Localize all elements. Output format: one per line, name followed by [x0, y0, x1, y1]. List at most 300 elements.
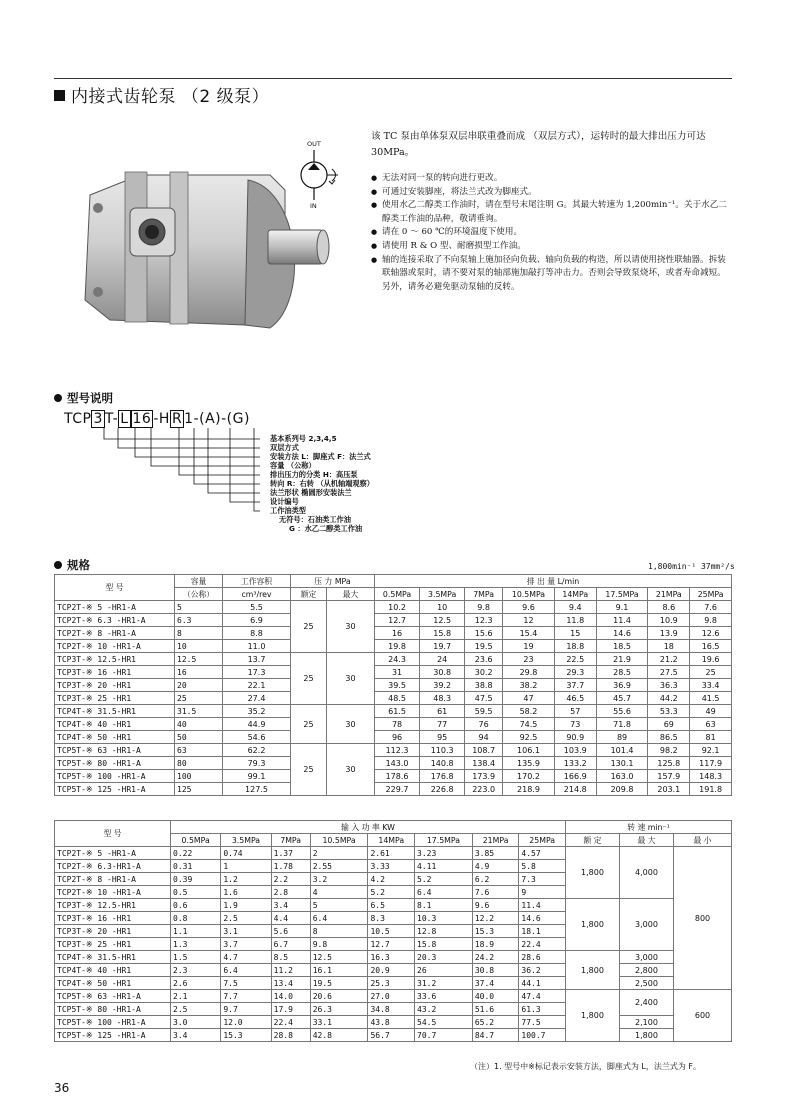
feature-item: ● 使用水乙二醇类工作油时，请在型号末尾注明 G。其最大转速为 1,200min⁻¹。关于水乙二醇类工作油的品种，敬请垂询。 [371, 199, 733, 226]
header-pressure-value: 14MPa [554, 588, 596, 601]
cell-max-speed: 4,000 [620, 847, 674, 899]
header-pressure-value: 21MPa [648, 588, 690, 601]
cell-power: 2.5 [221, 912, 271, 925]
cell-flow: 130.1 [596, 757, 648, 770]
table-row [55, 692, 732, 705]
cell-flow: 39.5 [375, 679, 420, 692]
cell-flow: 16 [375, 627, 420, 640]
cell-flow: 191.8 [690, 783, 732, 796]
cell-power: 7.6 [472, 886, 519, 899]
cell-flow: 39.2 [420, 679, 465, 692]
cell-power: 0.31 [171, 860, 221, 873]
annotation: 法兰形状 椭圆形安装法兰 [270, 488, 352, 497]
cell-rated-pressure: 25 [291, 705, 327, 744]
cell-flow: 133.2 [554, 757, 596, 770]
cell-flow: 27.5 [648, 666, 690, 679]
cell-power: 22.4 [271, 1016, 310, 1029]
cell-power: 4.7 [221, 951, 271, 964]
pump-photo [70, 150, 332, 350]
cell-flow: 48.5 [375, 692, 420, 705]
cell-power: 3.2 [310, 873, 368, 886]
annotation: 双层方式 [270, 443, 299, 452]
cell-flow: 92.5 [503, 731, 555, 744]
table-row [55, 640, 732, 653]
cell-model: TCP2T-※ 5 -HR1-A [55, 601, 175, 614]
cell-power: 3.1 [221, 925, 271, 938]
cell-power: 2.3 [171, 964, 221, 977]
cell-flow: 125.8 [648, 757, 690, 770]
cell-power: 51.6 [472, 1003, 519, 1016]
cell-power: 0.22 [171, 847, 221, 860]
cell-capacity: 25 [175, 692, 223, 705]
header-max: 最 大 [620, 834, 674, 847]
cell-model: TCP4T-※ 40 -HR1 [55, 964, 171, 977]
cell-flow: 23 [503, 653, 555, 666]
cell-flow: 14.6 [596, 627, 648, 640]
cell-model: TCP5T-※ 100 -HR1-A [55, 770, 175, 783]
cell-flow: 90.9 [554, 731, 596, 744]
cell-flow: 214.8 [554, 783, 596, 796]
cell-flow: 10.2 [375, 601, 420, 614]
cell-power: 10.3 [415, 912, 473, 925]
cell-power: 8.1 [415, 899, 473, 912]
code-box: R [171, 411, 183, 427]
cell-power: 4 [310, 886, 368, 899]
bullet-icon [54, 394, 62, 402]
table-row [55, 679, 732, 692]
cell-flow: 176.8 [420, 770, 465, 783]
cell-power: 61.3 [519, 1003, 566, 1016]
cell-power: 3.4 [271, 899, 310, 912]
cell-power: 13.4 [271, 977, 310, 990]
cell-capacity: 5 [175, 601, 223, 614]
cell-flow: 24 [420, 653, 465, 666]
cell-min-speed: 600 [674, 990, 732, 1042]
cell-power: 56.7 [368, 1029, 415, 1042]
cell-displacement: 13.7 [223, 653, 291, 666]
cell-flow: 166.9 [554, 770, 596, 783]
header-pressure-value: 25MPa [519, 834, 566, 847]
spec-heading-text: 规格 [67, 558, 90, 572]
cell-flow: 46.5 [554, 692, 596, 705]
cell-model: TCP2T-※ 6.3 -HR1-A [55, 614, 175, 627]
cell-flow: 41.5 [690, 692, 732, 705]
cell-flow: 77 [420, 718, 465, 731]
table-row [55, 899, 732, 912]
header-pressure-value: 7MPa [271, 834, 310, 847]
cell-power: 8.3 [368, 912, 415, 925]
cell-power: 8 [310, 925, 368, 938]
header-flow: 排 出 量 L/min [375, 575, 732, 588]
cell-flow: 63 [690, 718, 732, 731]
cell-flow: 135.9 [503, 757, 555, 770]
header-row [55, 575, 732, 588]
cell-capacity: 125 [175, 783, 223, 796]
cell-flow: 47 [503, 692, 555, 705]
cell-power: 14.0 [271, 990, 310, 1003]
cell-power: 18.1 [519, 925, 566, 938]
cell-flow: 19.8 [375, 640, 420, 653]
cell-flow: 47.5 [465, 692, 503, 705]
cell-power: 33.6 [415, 990, 473, 1003]
symbol-in-label: IN [310, 202, 317, 210]
cell-power: 4.9 [472, 860, 519, 873]
header-capacity-unit: （公称） [175, 588, 223, 601]
cell-model: TCP2T-※ 8 -HR1-A [55, 627, 175, 640]
cell-flow: 73 [554, 718, 596, 731]
cell-power: 1.6 [221, 886, 271, 899]
annotation: 排出压力的分类 H：高压泵 [270, 470, 358, 479]
cell-max-pressure: 30 [327, 744, 375, 796]
annotation: 安装方法 L：脚座式 F：法兰式 [270, 452, 371, 461]
header-pressure-value: 10.5MPa [503, 588, 555, 601]
cell-power: 3.7 [221, 938, 271, 951]
model-code-leader-lines [90, 428, 270, 528]
cell-flow: 53.3 [648, 705, 690, 718]
cell-flow: 94 [465, 731, 503, 744]
cell-flow: 173.9 [465, 770, 503, 783]
header-max: 最大 [327, 588, 375, 601]
cell-flow: 61 [420, 705, 465, 718]
cell-power: 2.8 [271, 886, 310, 899]
cell-power: 9.7 [221, 1003, 271, 1016]
cell-flow: 209.8 [596, 783, 648, 796]
cell-max-speed: 2,500 [620, 977, 674, 990]
cell-capacity: 10 [175, 640, 223, 653]
cell-power: 30.8 [472, 964, 519, 977]
header-speed: 转 速 min⁻¹ [566, 821, 732, 834]
footnote: （注）1. 型号中※标记表示安装方法，脚座式为 L，法兰式为 F。 [470, 1062, 702, 1071]
model-section-heading [54, 390, 113, 406]
cell-flow: 226.8 [420, 783, 465, 796]
cell-flow: 37.7 [554, 679, 596, 692]
cell-power: 3.85 [472, 847, 519, 860]
cell-displacement: 11.0 [223, 640, 291, 653]
table-row [55, 666, 732, 679]
cell-flow: 9.4 [554, 601, 596, 614]
cell-power: 31.2 [415, 977, 473, 990]
cell-power: 0.74 [221, 847, 271, 860]
cell-rated-speed: 1,800 [566, 847, 620, 899]
cell-power: 12.7 [368, 938, 415, 951]
code-part: TCP [64, 411, 92, 427]
table-row [55, 951, 732, 964]
cell-power: 2.61 [368, 847, 415, 860]
cell-power: 2.1 [171, 990, 221, 1003]
table-row [55, 601, 732, 614]
cell-flow: 69 [648, 718, 690, 731]
cell-power: 3.4 [171, 1029, 221, 1042]
spec-section-heading [54, 557, 90, 573]
cell-flow: 12.5 [420, 614, 465, 627]
annotation: 无符号：石油类工作油 [279, 515, 351, 524]
code-box: 3 [93, 411, 103, 427]
cell-flow: 78 [375, 718, 420, 731]
cell-flow: 29.3 [554, 666, 596, 679]
cell-model: TCP5T-※ 125 -HR1-A [55, 783, 175, 796]
cell-flow: 10 [420, 601, 465, 614]
header-pressure-value: 0.5MPa [375, 588, 420, 601]
cell-flow: 98.2 [648, 744, 690, 757]
cell-flow: 16.5 [690, 640, 732, 653]
cell-model: TCP4T-※ 50 -HR1 [55, 731, 175, 744]
cell-flow: 143.0 [375, 757, 420, 770]
cell-displacement: 35.2 [223, 705, 291, 718]
cell-flow: 8.6 [648, 601, 690, 614]
header-model: 型 号 [55, 575, 175, 601]
cell-capacity: 100 [175, 770, 223, 783]
cell-model: TCP2T-※ 8 -HR1-A [55, 873, 171, 886]
cell-power: 9 [519, 886, 566, 899]
table-row [55, 964, 732, 977]
cell-model: TCP3T-※ 20 -HR1 [55, 679, 175, 692]
cell-power: 4.2 [368, 873, 415, 886]
cell-power: 19.5 [310, 977, 368, 990]
cell-displacement: 8.8 [223, 627, 291, 640]
cell-power: 70.7 [415, 1029, 473, 1042]
code-part: -H [153, 411, 170, 427]
cell-flow: 178.6 [375, 770, 420, 783]
cell-displacement: 127.5 [223, 783, 291, 796]
annotation: 工作油类型 [270, 506, 306, 515]
cell-capacity: 31.5 [175, 705, 223, 718]
cell-power: 43.2 [415, 1003, 473, 1016]
cell-flow: 23.6 [465, 653, 503, 666]
cell-power: 4.4 [271, 912, 310, 925]
title-rule [54, 78, 732, 79]
symbol-out-label: OUT [307, 140, 321, 148]
cell-flow: 96 [375, 731, 420, 744]
cell-model: TCP4T-※ 31.5-HR1 [55, 951, 171, 964]
cell-power: 6.5 [368, 899, 415, 912]
cell-power: 7.5 [221, 977, 271, 990]
cell-power: 47.4 [519, 990, 566, 1003]
cell-displacement: 54.6 [223, 731, 291, 744]
cell-flow: 12 [503, 614, 555, 627]
cell-flow: 9.8 [690, 614, 732, 627]
cell-model: TCP3T-※ 12.5-HR1 [55, 653, 175, 666]
cell-flow: 86.5 [648, 731, 690, 744]
cell-power: 10.5 [368, 925, 415, 938]
cell-flow: 25 [690, 666, 732, 679]
cell-power: 20.6 [310, 990, 368, 1003]
cell-max-pressure: 30 [327, 705, 375, 744]
cell-flow: 36.3 [648, 679, 690, 692]
cell-displacement: 17.3 [223, 666, 291, 679]
cell-power: 34.8 [368, 1003, 415, 1016]
cell-flow: 38.2 [503, 679, 555, 692]
cell-flow: 59.5 [465, 705, 503, 718]
table-row [55, 705, 732, 718]
cell-power: 12.0 [221, 1016, 271, 1029]
cell-rated-speed: 1,800 [566, 990, 620, 1042]
table-row [55, 847, 732, 860]
header-pressure-value: 17.5MPa [596, 588, 648, 601]
cell-capacity: 12.5 [175, 653, 223, 666]
cell-displacement: 6.9 [223, 614, 291, 627]
cell-flow: 229.7 [375, 783, 420, 796]
header-pressure-value: 14MPa [368, 834, 415, 847]
feature-item: ● 请在 0 ～ 60 ℃的环境温度下使用。 [371, 226, 733, 240]
cell-flow: 223.0 [465, 783, 503, 796]
cell-flow: 61.5 [375, 705, 420, 718]
cell-flow: 58.2 [503, 705, 555, 718]
spec-conditions: 1,800min⁻¹ 37mm²/s [648, 562, 735, 571]
cell-power: 1.5 [171, 951, 221, 964]
cell-flow: 95 [420, 731, 465, 744]
header-pressure-value: 17.5MPa [415, 834, 473, 847]
cell-rated-speed: 1,800 [566, 899, 620, 951]
cell-power: 9.8 [310, 938, 368, 951]
header-min: 最 小 [674, 834, 732, 847]
cell-flow: 138.4 [465, 757, 503, 770]
cell-flow: 31 [375, 666, 420, 679]
table-row [55, 990, 732, 1003]
cell-flow: 71.8 [596, 718, 648, 731]
cell-model: TCP2T-※ 5 -HR1-A [55, 847, 171, 860]
cell-power: 1.37 [271, 847, 310, 860]
cell-flow: 15.8 [420, 627, 465, 640]
cell-power: 6.4 [310, 912, 368, 925]
header-rated: 额 定 [566, 834, 620, 847]
header-pressure-value: 10.5MPa [310, 834, 368, 847]
feature-item: ● 无法对同一泵的转向进行更改。 [371, 172, 733, 186]
cell-model: TCP2T-※ 6.3-HR1-A [55, 860, 171, 873]
cell-power: 6.4 [221, 964, 271, 977]
cell-power: 11.2 [271, 964, 310, 977]
feature-item: ● 可通过安装脚座，将法兰式改为脚座式。 [371, 186, 733, 200]
header-pressure-value: 3.5MPa [420, 588, 465, 601]
cell-rated-speed: 1,800 [566, 951, 620, 990]
cell-power: 1.9 [221, 899, 271, 912]
cell-flow: 108.7 [465, 744, 503, 757]
model-heading-text: 型号说明 [67, 391, 113, 405]
power-speed-table [54, 820, 732, 1042]
cell-power: 40.0 [472, 990, 519, 1003]
cell-flow: 103.9 [554, 744, 596, 757]
cell-flow: 19.7 [420, 640, 465, 653]
cell-model: TCP3T-※ 16 -HR1 [55, 666, 175, 679]
code-box: 16 [132, 411, 152, 427]
cell-rated-pressure: 25 [291, 744, 327, 796]
cell-capacity: 50 [175, 731, 223, 744]
cell-power: 15.3 [472, 925, 519, 938]
annotation: 容量 （公称） [270, 461, 316, 470]
cell-displacement: 44.9 [223, 718, 291, 731]
cell-flow: 48.3 [420, 692, 465, 705]
cell-power: 18.9 [472, 938, 519, 951]
cell-flow: 12.7 [375, 614, 420, 627]
header-pressure-value: 7MPa [465, 588, 503, 601]
feature-item: ● 轴的连接采取了不向泵轴上施加径向负载、轴向负载的构造，所以请使用挠性联轴器。拆装联轴器或泵时，请不要对泵的轴部施加敲打等冲击力。否则会导致泵烧坏，或者寿命减短。另外，请务必避免驱动泵轴的反转。 [371, 254, 733, 295]
cell-flow: 7.6 [690, 601, 732, 614]
cell-power: 2.55 [310, 860, 368, 873]
table-row [55, 1029, 732, 1042]
cell-power: 37.4 [472, 977, 519, 990]
cell-model: TCP5T-※ 100 -HR1-A [55, 1016, 171, 1029]
cell-power: 5.6 [271, 925, 310, 938]
cell-max-speed: 3,000 [620, 899, 674, 951]
cell-power: 14.6 [519, 912, 566, 925]
cell-power: 8.5 [271, 951, 310, 964]
cell-flow: 11.4 [596, 614, 648, 627]
cell-flow: 15 [554, 627, 596, 640]
cell-flow: 38.8 [465, 679, 503, 692]
cell-model: TCP4T-※ 40 -HR1 [55, 718, 175, 731]
cell-power: 25.3 [368, 977, 415, 990]
cell-capacity: 16 [175, 666, 223, 679]
cell-flow: 112.3 [375, 744, 420, 757]
cell-flow: 55.6 [596, 705, 648, 718]
cell-power: 0.8 [171, 912, 221, 925]
cell-power: 33.1 [310, 1016, 368, 1029]
cell-power: 12.8 [415, 925, 473, 938]
cell-flow: 21.9 [596, 653, 648, 666]
cell-max-speed: 2,400 [620, 990, 674, 1016]
table-row [55, 614, 732, 627]
cell-flow: 18.8 [554, 640, 596, 653]
cell-flow: 110.3 [420, 744, 465, 757]
cell-flow: 19.6 [690, 653, 732, 666]
cell-model: TCP5T-※ 80 -HR1-A [55, 1003, 171, 1016]
cell-model: TCP4T-※ 31.5-HR1 [55, 705, 175, 718]
cell-power: 17.9 [271, 1003, 310, 1016]
table-row [55, 744, 732, 757]
cell-flow: 30.8 [420, 666, 465, 679]
cell-displacement: 22.1 [223, 679, 291, 692]
cell-flow: 89 [596, 731, 648, 744]
cell-max-speed: 2,100 [620, 1016, 674, 1029]
cell-flow: 9.8 [465, 601, 503, 614]
cell-power: 28.8 [271, 1029, 310, 1042]
cell-flow: 28.5 [596, 666, 648, 679]
cell-power: 7.7 [221, 990, 271, 1003]
code-box: L [120, 411, 129, 427]
cell-power: 15.3 [221, 1029, 271, 1042]
code-part: 1-(A)-(G) [184, 411, 250, 427]
cell-power: 11.4 [519, 899, 566, 912]
cell-flow: 21.2 [648, 653, 690, 666]
cell-rated-pressure: 25 [291, 601, 327, 653]
cell-flow: 218.9 [503, 783, 555, 796]
feature-list [371, 172, 733, 294]
cell-model: TCP5T-※ 63 -HR1-A [55, 744, 175, 757]
cell-flow: 9.1 [596, 601, 648, 614]
cell-power: 12.5 [310, 951, 368, 964]
cell-max-speed: 3,000 [620, 951, 674, 964]
cell-power: 65.2 [472, 1016, 519, 1029]
cell-flow: 76 [465, 718, 503, 731]
cell-power: 6.2 [472, 873, 519, 886]
cell-min-speed: 800 [674, 847, 732, 990]
cell-power: 36.2 [519, 964, 566, 977]
cell-power: 16.1 [310, 964, 368, 977]
cell-power: 0.39 [171, 873, 221, 886]
cell-flow: 57 [554, 705, 596, 718]
cell-flow: 30.2 [465, 666, 503, 679]
cell-power: 3.33 [368, 860, 415, 873]
cell-power: 84.7 [472, 1029, 519, 1042]
cell-capacity: 20 [175, 679, 223, 692]
cell-power: 0.5 [171, 886, 221, 899]
cell-flow: 101.4 [596, 744, 648, 757]
cell-flow: 163.0 [596, 770, 648, 783]
cell-flow: 157.9 [648, 770, 690, 783]
cell-flow: 15.6 [465, 627, 503, 640]
cell-model: TCP3T-※ 20 -HR1 [55, 925, 171, 938]
cell-power: 6.7 [271, 938, 310, 951]
cell-power: 3.0 [171, 1016, 221, 1029]
